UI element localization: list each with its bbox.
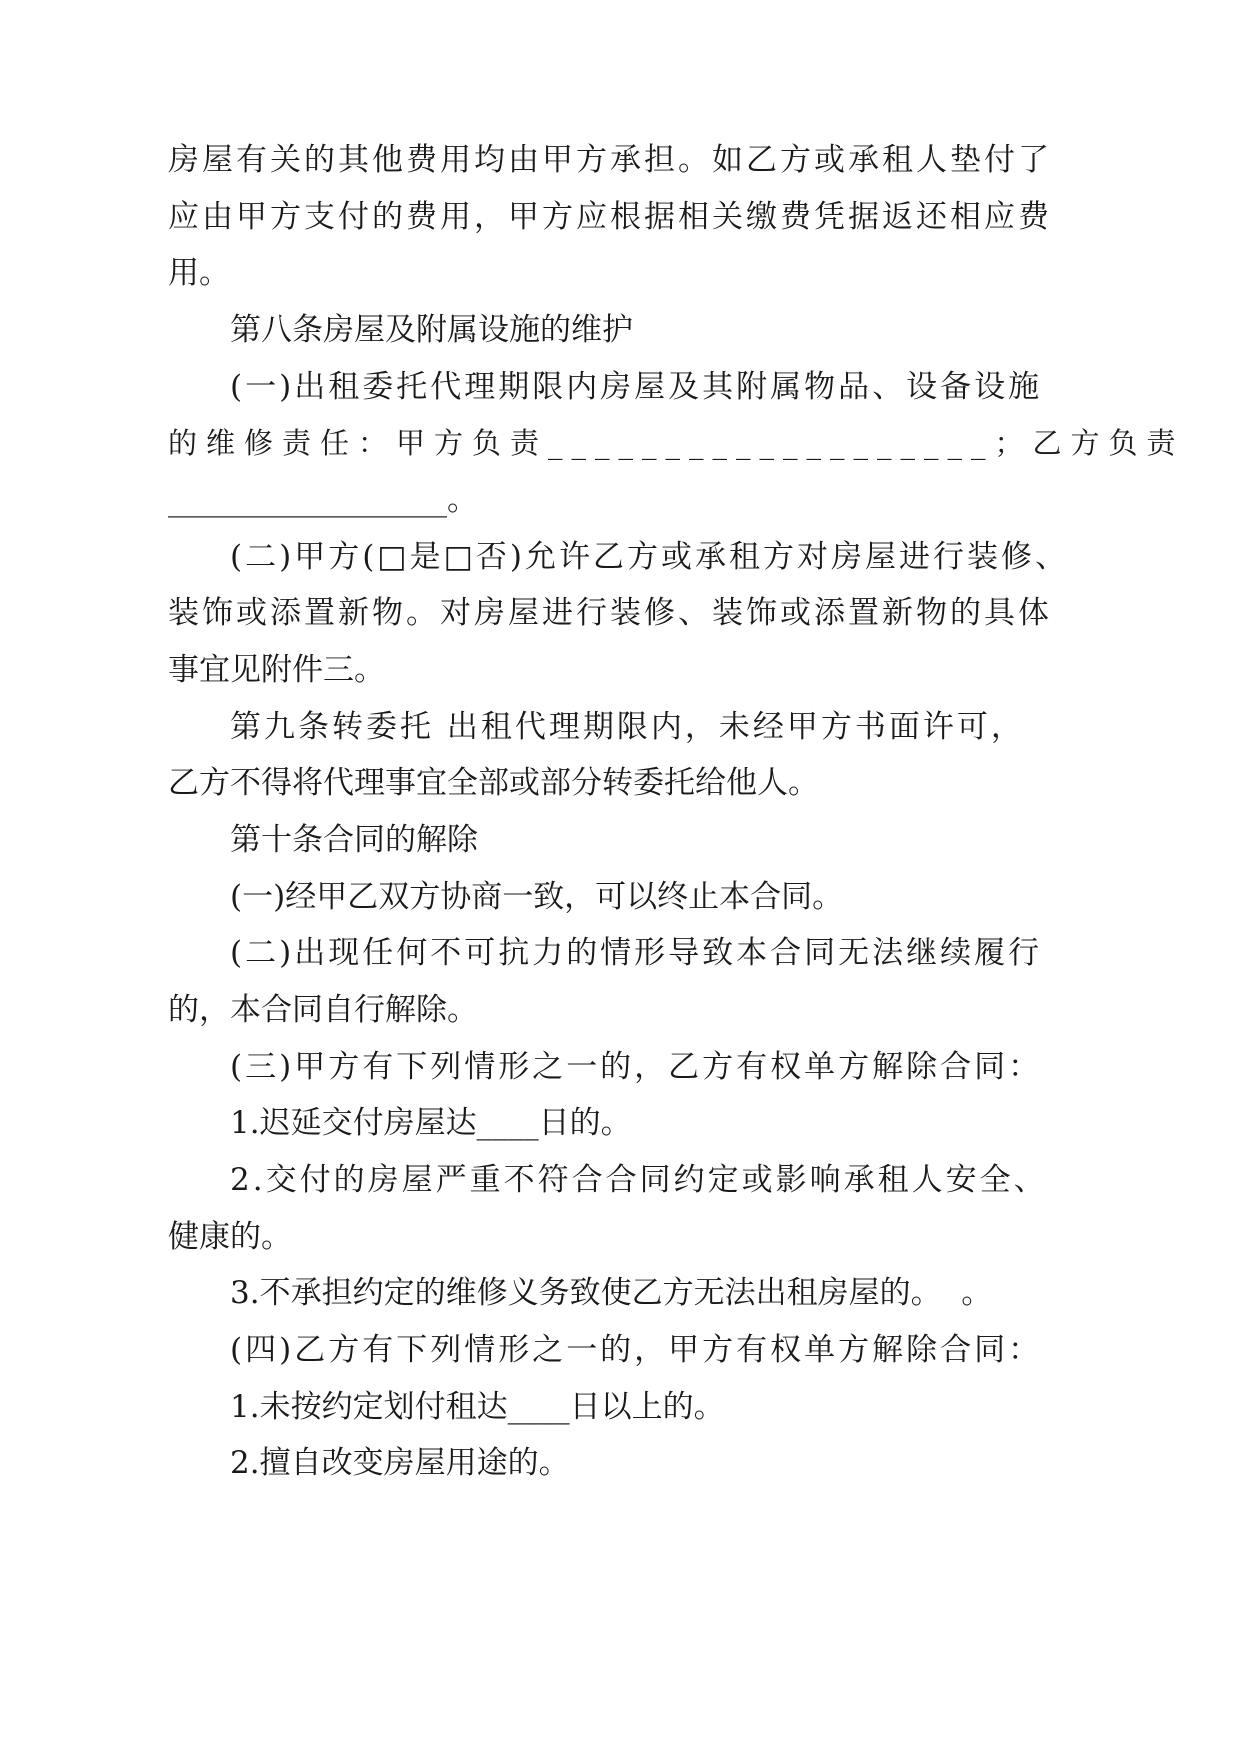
text-line: 事宜见附件三。 [168,652,385,688]
text-line: 用。 [168,255,230,291]
text-line: (二)甲方(□是□否)允许乙方或承租方对房屋进行装修、 [230,539,1069,575]
text-line: 1.迟延交付房屋达____日的。 [230,1105,632,1141]
text-line: 第九条转委托 出租代理期限内，未经甲方书面许可， [230,709,1025,745]
text-line: 乙方不得将代理事宜全部或部分转委托给他人。 [168,765,819,801]
text-line: 的，本合同自行解除。 [168,992,478,1028]
text-line: __________________。 [168,482,478,518]
text-line: (二)出现任何不可抗力的情形导致本合同无法继续履行 [230,935,1043,971]
text-line: 的维修责任：甲方负责___________________；乙方负责 [168,426,1185,460]
text-line: 3.不承担约定的维修义务致使乙方无法出租房屋的。 。 [230,1275,993,1311]
text-line: (三)甲方有下列情形之一的，乙方有权单方解除合同： [230,1049,1043,1085]
text-line: (一)出租委托代理期限内房屋及其附属物品、设备设施 [230,369,1043,405]
text-line: 2.交付的房屋严重不符合合同约定或影响承租人安全、 [230,1162,1048,1198]
text-line: (四)乙方有下列情形之一的，甲方有权单方解除合同： [230,1332,1043,1368]
text-line: 装饰或添置新物。对房屋进行装修、装饰或添置新物的具体 [168,595,1052,631]
text-line: 1.未按约定划付租达____日以上的。 [230,1389,725,1425]
text-line: 应由甲方支付的费用，甲方应根据相关缴费凭据返还相应费 [168,199,1052,235]
section-heading: 第十条合同的解除 [230,822,478,858]
text-line: 房屋有关的其他费用均由甲方承担。如乙方或承租人垫付了 [168,142,1052,178]
section-heading: 第八条房屋及附属设施的维护 [230,312,633,348]
text-line: (一)经甲乙双方协商一致，可以终止本合同。 [230,879,844,915]
text-line: 2.擅自改变房屋用途的。 [230,1445,570,1481]
text-line: 健康的。 [168,1219,292,1255]
